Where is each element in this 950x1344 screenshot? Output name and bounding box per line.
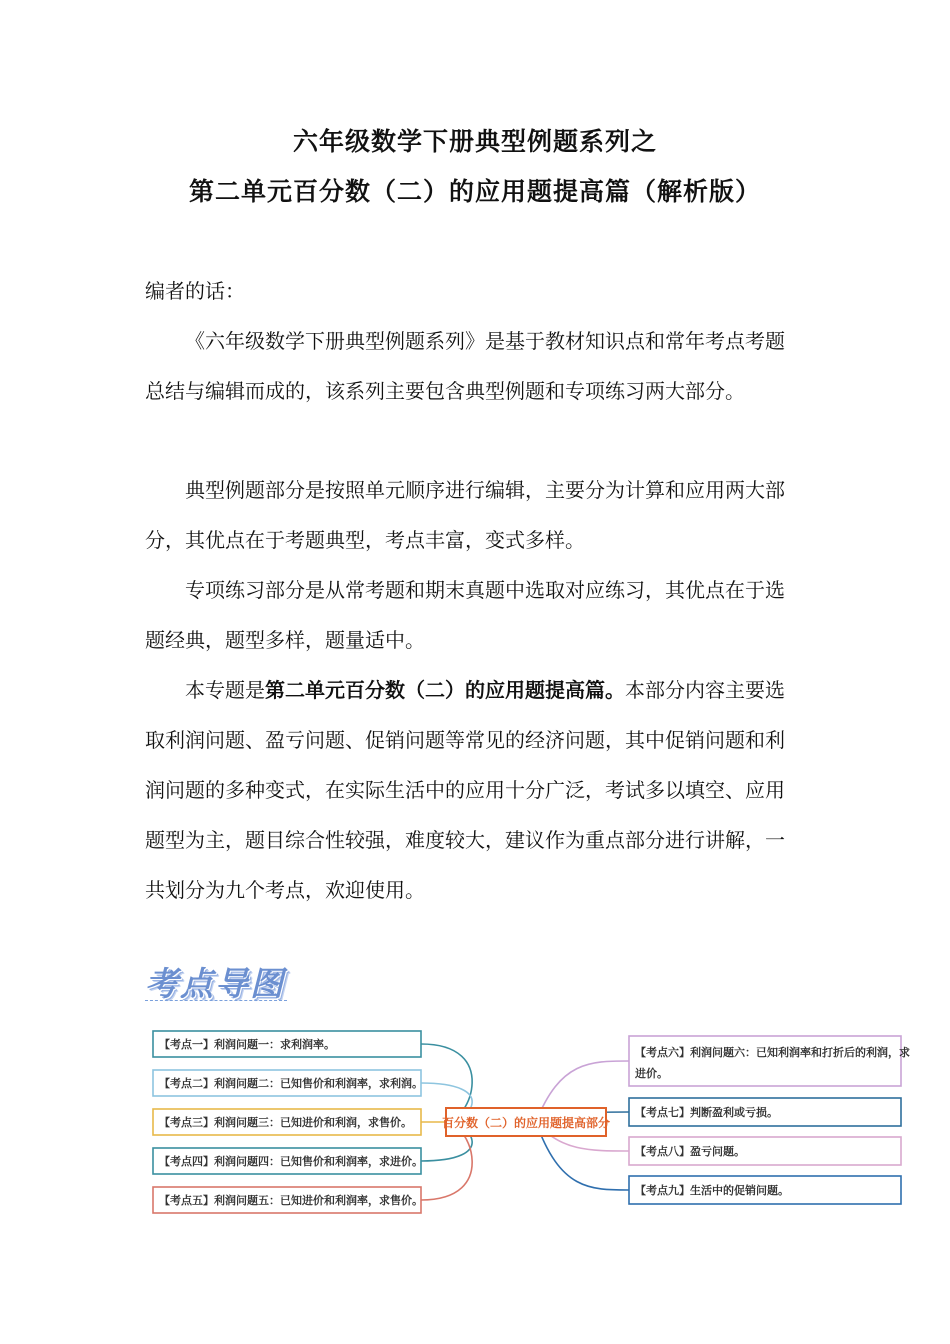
document-title-line1: 六年级数学下册典型例题系列之 [292,127,657,156]
mindmap-node-text-left-4: 【考点四】利润问题四：已知售价和利润率，求进价。 [159,1155,423,1168]
mindmap-node-text-right-3: 【考点八】盈亏问题。 [635,1145,745,1158]
mindmap-node-text-right-4: 【考点九】生活中的促销问题。 [635,1184,789,1197]
mindmap-center-text: 百分数（二）的应用题提高部分 [441,1116,611,1130]
mindmap-node-text-left-1: 【考点一】利润问题一：求利润率。 [159,1038,335,1051]
mindmap-heading: 考点导图 [145,964,285,1003]
document-title-line2: 第二单元百分数（二）的应用题提高篇（解析版） [188,177,761,206]
mindmap-node-text-right-2: 【考点七】判断盈利或亏损。 [635,1106,778,1119]
mindmap-node-text-right-1-line2: 进价。 [635,1067,668,1080]
p4-topic-bold: 第二单元百分数（二）的应用题提高篇。 [265,678,625,702]
mindmap-node-text-right-1-line1: 【考点六】利润问题六：已知利润率和打折后的利润，求 [635,1046,910,1059]
intro-label: 编者的话： [145,279,245,303]
intro-paragraph-3: 专项练习部分是从常考题和期末真题中选取对应练习，其优点在于选题经典，题型多样，题量适中。 [145,578,785,652]
p4-suffix: 本部分内容主要选取利润问题、盈亏问题、促销问题等常见的经济问题，其中促销问题和利润问题的多种变式，在实际生活中的应用十分广泛，考试多以填空、应用题型为主，题目综合性较强，难度较大，建议作为重点部分进行讲解，一共划分为九个考点，欢迎使用。 [145,678,785,902]
p4-prefix: 本专题是 [185,678,265,702]
intro-paragraph-2: 典型例题部分是按照单元顺序进行编辑，主要分为计算和应用两大部分，其优点在于考题典型，考点丰富，变式多样。 [145,478,785,552]
mindmap-node-text-left-2: 【考点二】利润问题二：已知售价和利润率，求利润。 [159,1077,423,1090]
mindmap-node-text-left-5: 【考点五】利润问题五：已知进价和利润率，求售价。 [159,1194,423,1207]
mindmap-node-text-left-3: 【考点三】利润问题三：已知进价和利润，求售价。 [159,1116,412,1129]
intro-paragraph-1: 《六年级数学下册典型例题系列》是基于教材知识点和常年考点考题总结与编辑而成的，该系列主要包含典型例题和专项练习两大部分。 [145,329,785,403]
mindmap-node-box-right-1 [629,1036,901,1086]
